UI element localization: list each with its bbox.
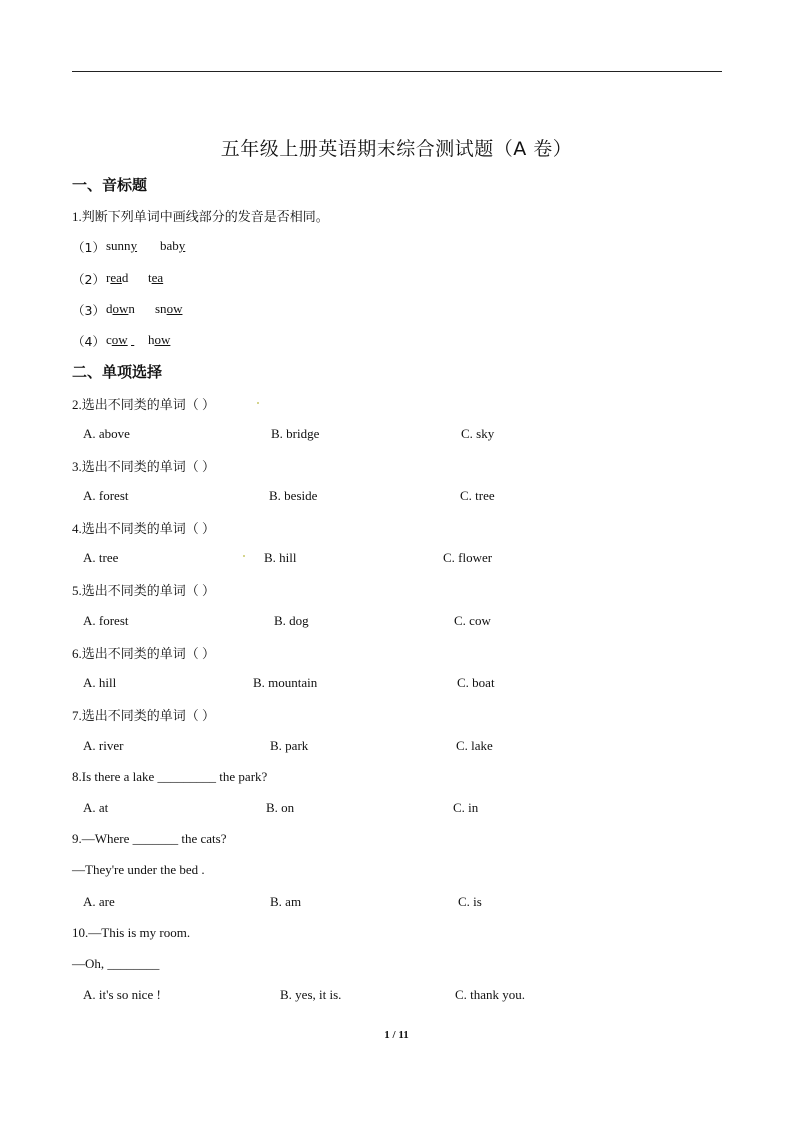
q2-option-c: C. sky	[461, 426, 495, 441]
speck-mark	[257, 402, 259, 404]
q9-option-c: C. is	[458, 894, 482, 909]
q3-option-c: C. tree	[460, 488, 495, 503]
q6-option-c: C. boat	[457, 675, 495, 690]
q8-option-b: B. on	[266, 800, 295, 815]
q5-option-c: C. cow	[454, 613, 491, 628]
page-title: 五年级上册英语期末综合测试题（A 卷）	[220, 138, 573, 160]
q10-option-a: A. it's so nice !	[83, 987, 161, 1002]
q2-option-a: A. above	[83, 426, 130, 441]
q5-option-a: A. forest	[83, 613, 129, 628]
q1-item-1: （1） sunny baby	[72, 238, 186, 255]
question-1-stem: 1.判断下列单词中画线部分的发音是否相同。	[72, 209, 329, 224]
q6-option-a: A. hill	[83, 675, 117, 690]
question-10-reply: —Oh, ________	[72, 956, 160, 971]
q5-option-b: B. dog	[274, 613, 309, 628]
q10-option-b: B. yes, it is.	[280, 987, 342, 1002]
q4-option-b: B. hill	[264, 550, 297, 565]
q7-option-a: A. river	[83, 738, 124, 753]
q4-option-c: C. flower	[443, 550, 493, 565]
question-7-stem: 7.选出不同类的单词（ ）	[72, 708, 216, 723]
q3-option-b: B. beside	[269, 488, 318, 503]
section-heading-phonetics: 一、音标题	[72, 176, 148, 194]
q9-option-a: A. are	[83, 894, 115, 909]
question-9-reply: —They're under the bed .	[72, 862, 205, 877]
question-9-stem: 9.—Where _______ the cats?	[72, 831, 227, 846]
question-3-stem: 3.选出不同类的单词（ ）	[72, 459, 216, 474]
q8-option-a: A. at	[83, 800, 109, 815]
speck-mark	[243, 555, 245, 557]
header-rule	[72, 71, 722, 72]
q4-option-a: A. tree	[83, 550, 119, 565]
q6-option-b: B. mountain	[253, 675, 318, 690]
q2-option-b: B. bridge	[271, 426, 320, 441]
q7-option-c: C. lake	[456, 738, 493, 753]
q1-item-3: （3） down snow	[72, 301, 183, 318]
question-5-stem: 5.选出不同类的单词（ ）	[72, 583, 216, 598]
page-number: 1 / 11	[384, 1029, 409, 1041]
q7-option-b: B. park	[270, 738, 309, 753]
q9-option-b: B. am	[270, 894, 302, 909]
question-6-stem: 6.选出不同类的单词（ ）	[72, 646, 216, 661]
question-10-stem: 10.—This is my room.	[72, 925, 191, 940]
q3-option-a: A. forest	[83, 488, 129, 503]
question-2-stem: 2.选出不同类的单词（ ）	[72, 397, 216, 412]
section-heading-multiple-choice: 二、单项选择	[72, 363, 163, 381]
q1-item-4: （4） cow how	[72, 332, 171, 349]
question-4-stem: 4.选出不同类的单词（ ）	[72, 521, 216, 536]
q8-option-c: C. in	[453, 800, 479, 815]
question-8-stem: 8.Is there a lake _________ the park?	[72, 769, 268, 784]
q1-item-2: （2） read tea	[72, 270, 164, 287]
q10-option-c: C. thank you.	[455, 987, 526, 1002]
